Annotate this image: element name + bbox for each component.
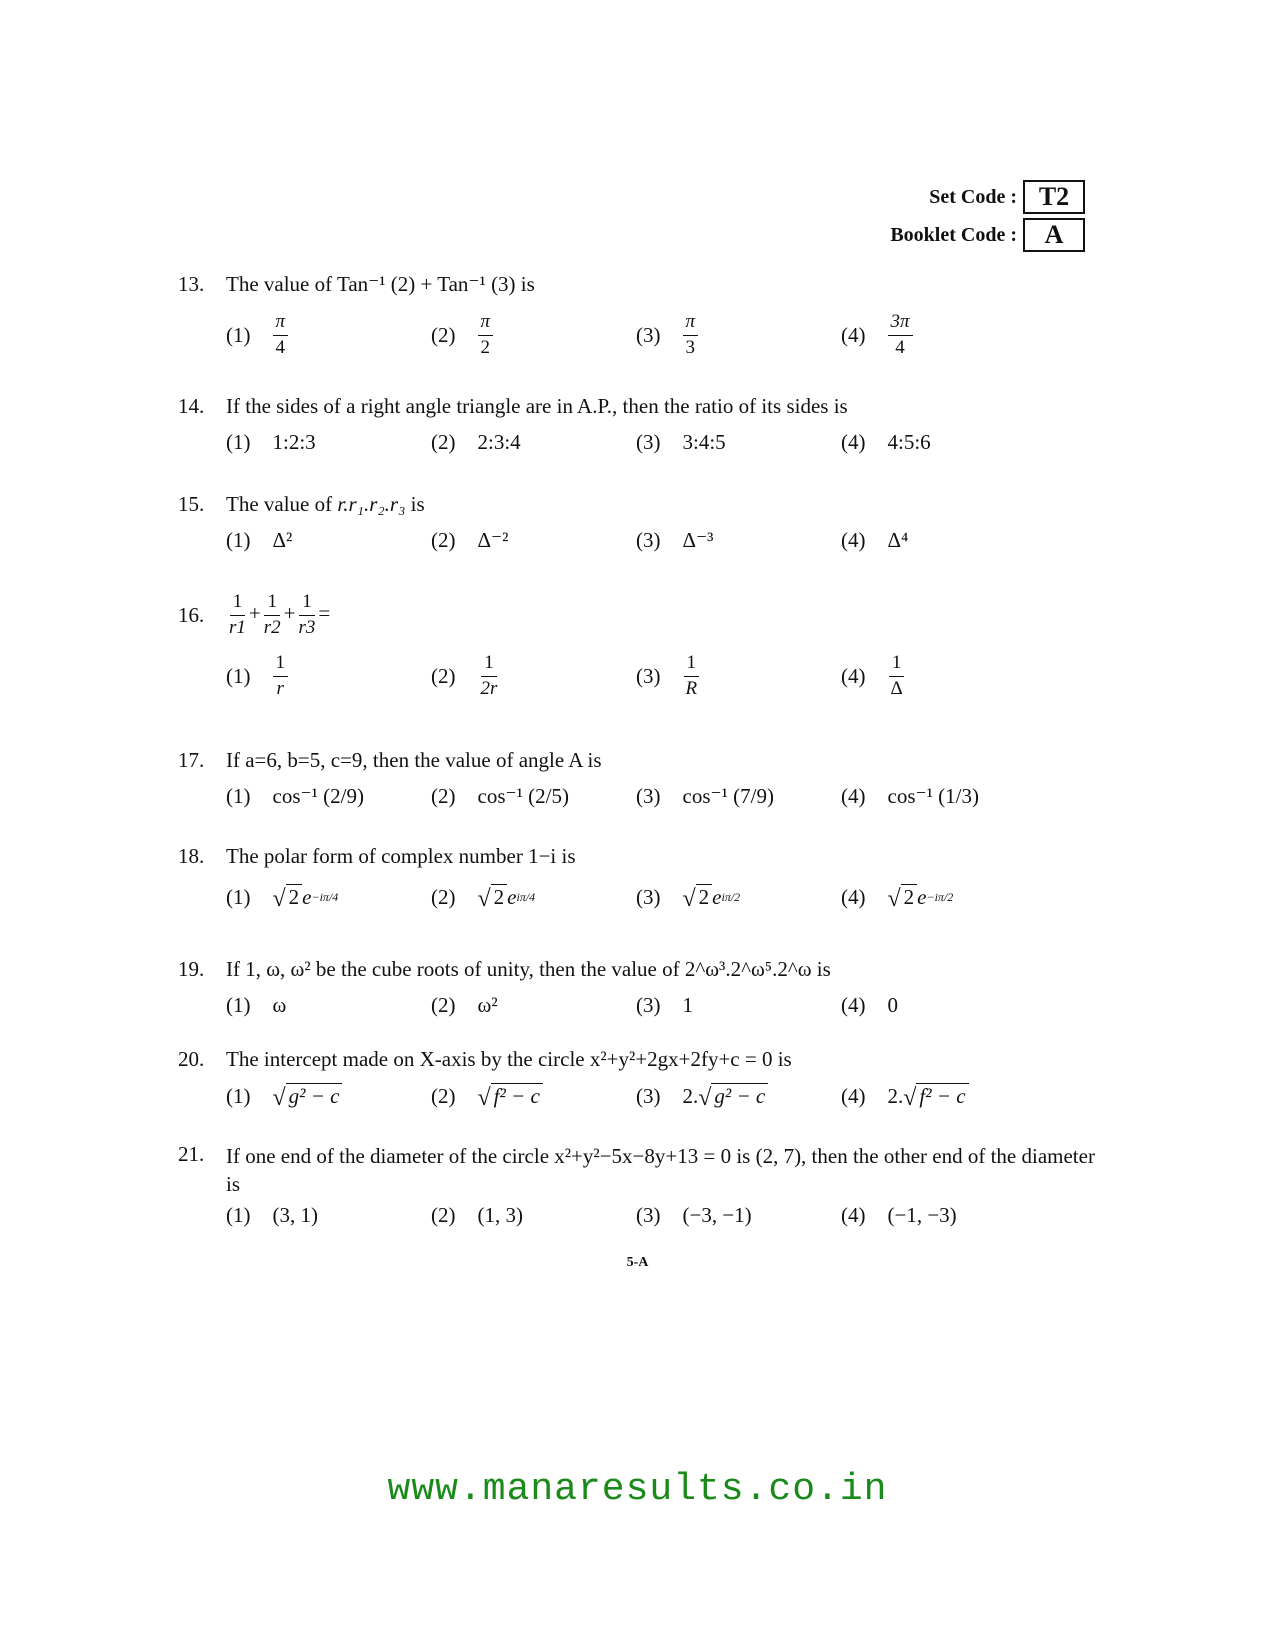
question-14 [178,392,1098,455]
option-2: (2) $\frac{1}{2r}$ [431,651,498,699]
option-4: (4) $\frac{1}{\Delta}$ [841,651,903,699]
page-number: 5-A [626,1255,649,1270]
question-number: 17. [178,747,205,772]
option-1: (1) ω [226,993,287,1018]
option-4: (4) √ 2 e −iπ/2 [841,884,954,912]
question-19 [178,955,1098,1018]
question-13 [178,270,1098,359]
option-1: (1) $\frac{1}{r}$ [226,653,431,700]
set-code-label: Set Code : [929,185,1017,208]
footer-url[interactable]: www.manaresults.co.in [387,1468,888,1511]
option-2: (2) √ f² − c [431,1083,636,1109]
option-4: (4) 4:5:6 [841,430,931,455]
question-text: The intercept made on X-axis by the circle x²+y²+2gx+2fy+c = 0 is [226,1047,792,1071]
option-2: (2) Δ⁻² [431,528,509,553]
option-2: (2) 2:3:4 [431,430,521,455]
option-2: (2) √ 2 e iπ/4 [431,884,536,912]
question-text: The value of r.r₁.r₂.r₃ is [226,492,425,516]
question-text: If a=6, b=5, c=9, then the value of angle A is [226,748,602,772]
question-text: If one end of the diameter of the circle x²+y²−5x−8y+13 = 0 is (2, 7), then the other end of the diameter is [226,1144,1095,1197]
option-1: (1) 1:2:3 [226,430,316,455]
option-3: (3) 3:4:5 [636,430,726,455]
option-2: (2) ω² [431,993,498,1018]
set-code-row [890,178,1085,216]
option-3: (3) Δ⁻³ [636,528,714,553]
option-2: (2) $\frac{\pi}{2}$ [431,312,636,359]
question-18 [178,842,1098,911]
question-number: 13. [178,271,205,296]
option-4: (4) $\frac{3\pi}{4}$ [841,312,1046,359]
option-1: (1) cos⁻¹ (2/9) [226,784,364,809]
option-3: (3) $\frac{1}{R}$ [636,651,698,699]
question-number: 16. [178,602,205,627]
question-number: 15. [178,491,205,516]
option-4: (4) Δ⁴ [841,528,909,553]
question-text: The polar form of complex number 1−i is [226,844,576,868]
option-3: (3) √ 2 e iπ/2 [636,884,741,912]
option-4: (4) cos⁻¹ (1/3) [841,784,979,809]
question-number: 18. [178,843,205,868]
option-4: (4) 0 [841,993,898,1018]
code-block [890,178,1085,254]
booklet-code-box: A [1023,218,1085,252]
option-3: (3) 1 [636,993,693,1018]
option-1: (1) $\frac{\pi}{4}$ [226,312,431,359]
option-4: (4) (−1, −3) [841,1202,957,1227]
option-1: (1) Δ² [226,528,293,553]
question-number: 14. [178,393,205,418]
set-code-box: T2 [1023,180,1085,214]
question-15 [178,490,1098,553]
question-17 [178,746,1098,809]
option-1: (1) √ 2 e −iπ/4 [226,884,339,912]
question-21 [178,1142,1098,1228]
option-3: (3) (−3, −1) [636,1202,752,1227]
booklet-code-label: Booklet Code : [890,223,1017,246]
question-number: 20. [178,1046,205,1071]
question-number: 19. [178,956,205,981]
option-1: (1) (3, 1) [226,1202,318,1227]
question-16 [178,592,1098,700]
option-3: (3) $\frac{\pi}{3}$ [636,312,841,359]
option-2: (2) (1, 3) [431,1202,523,1227]
option-2: (2) cos⁻¹ (2/5) [431,784,569,809]
question-number: 21. [178,1142,205,1166]
option-3: (3) cos⁻¹ (7/9) [636,784,774,809]
question-expression: $\frac{1}{r1}$ + $\frac{1}{r2}$ + $\frac{1}{r3}$ = [229,591,331,638]
option-3: (3) 2. √ g² − c [636,1083,841,1109]
option-4: (4) 2. √ f² − c [841,1083,1046,1109]
option-1: (1) √ g² − c [226,1083,431,1109]
booklet-code-row [890,216,1085,254]
question-text: If 1, ω, ω² be the cube roots of unity, then the value of 2^ω³.2^ω⁵.2^ω is [226,957,831,981]
question-20 [178,1045,1098,1110]
question-text: The value of Tan⁻¹ (2) + Tan⁻¹ (3) is [226,272,535,296]
question-text: If the sides of a right angle triangle are in A.P., then the ratio of its sides is [226,394,848,418]
